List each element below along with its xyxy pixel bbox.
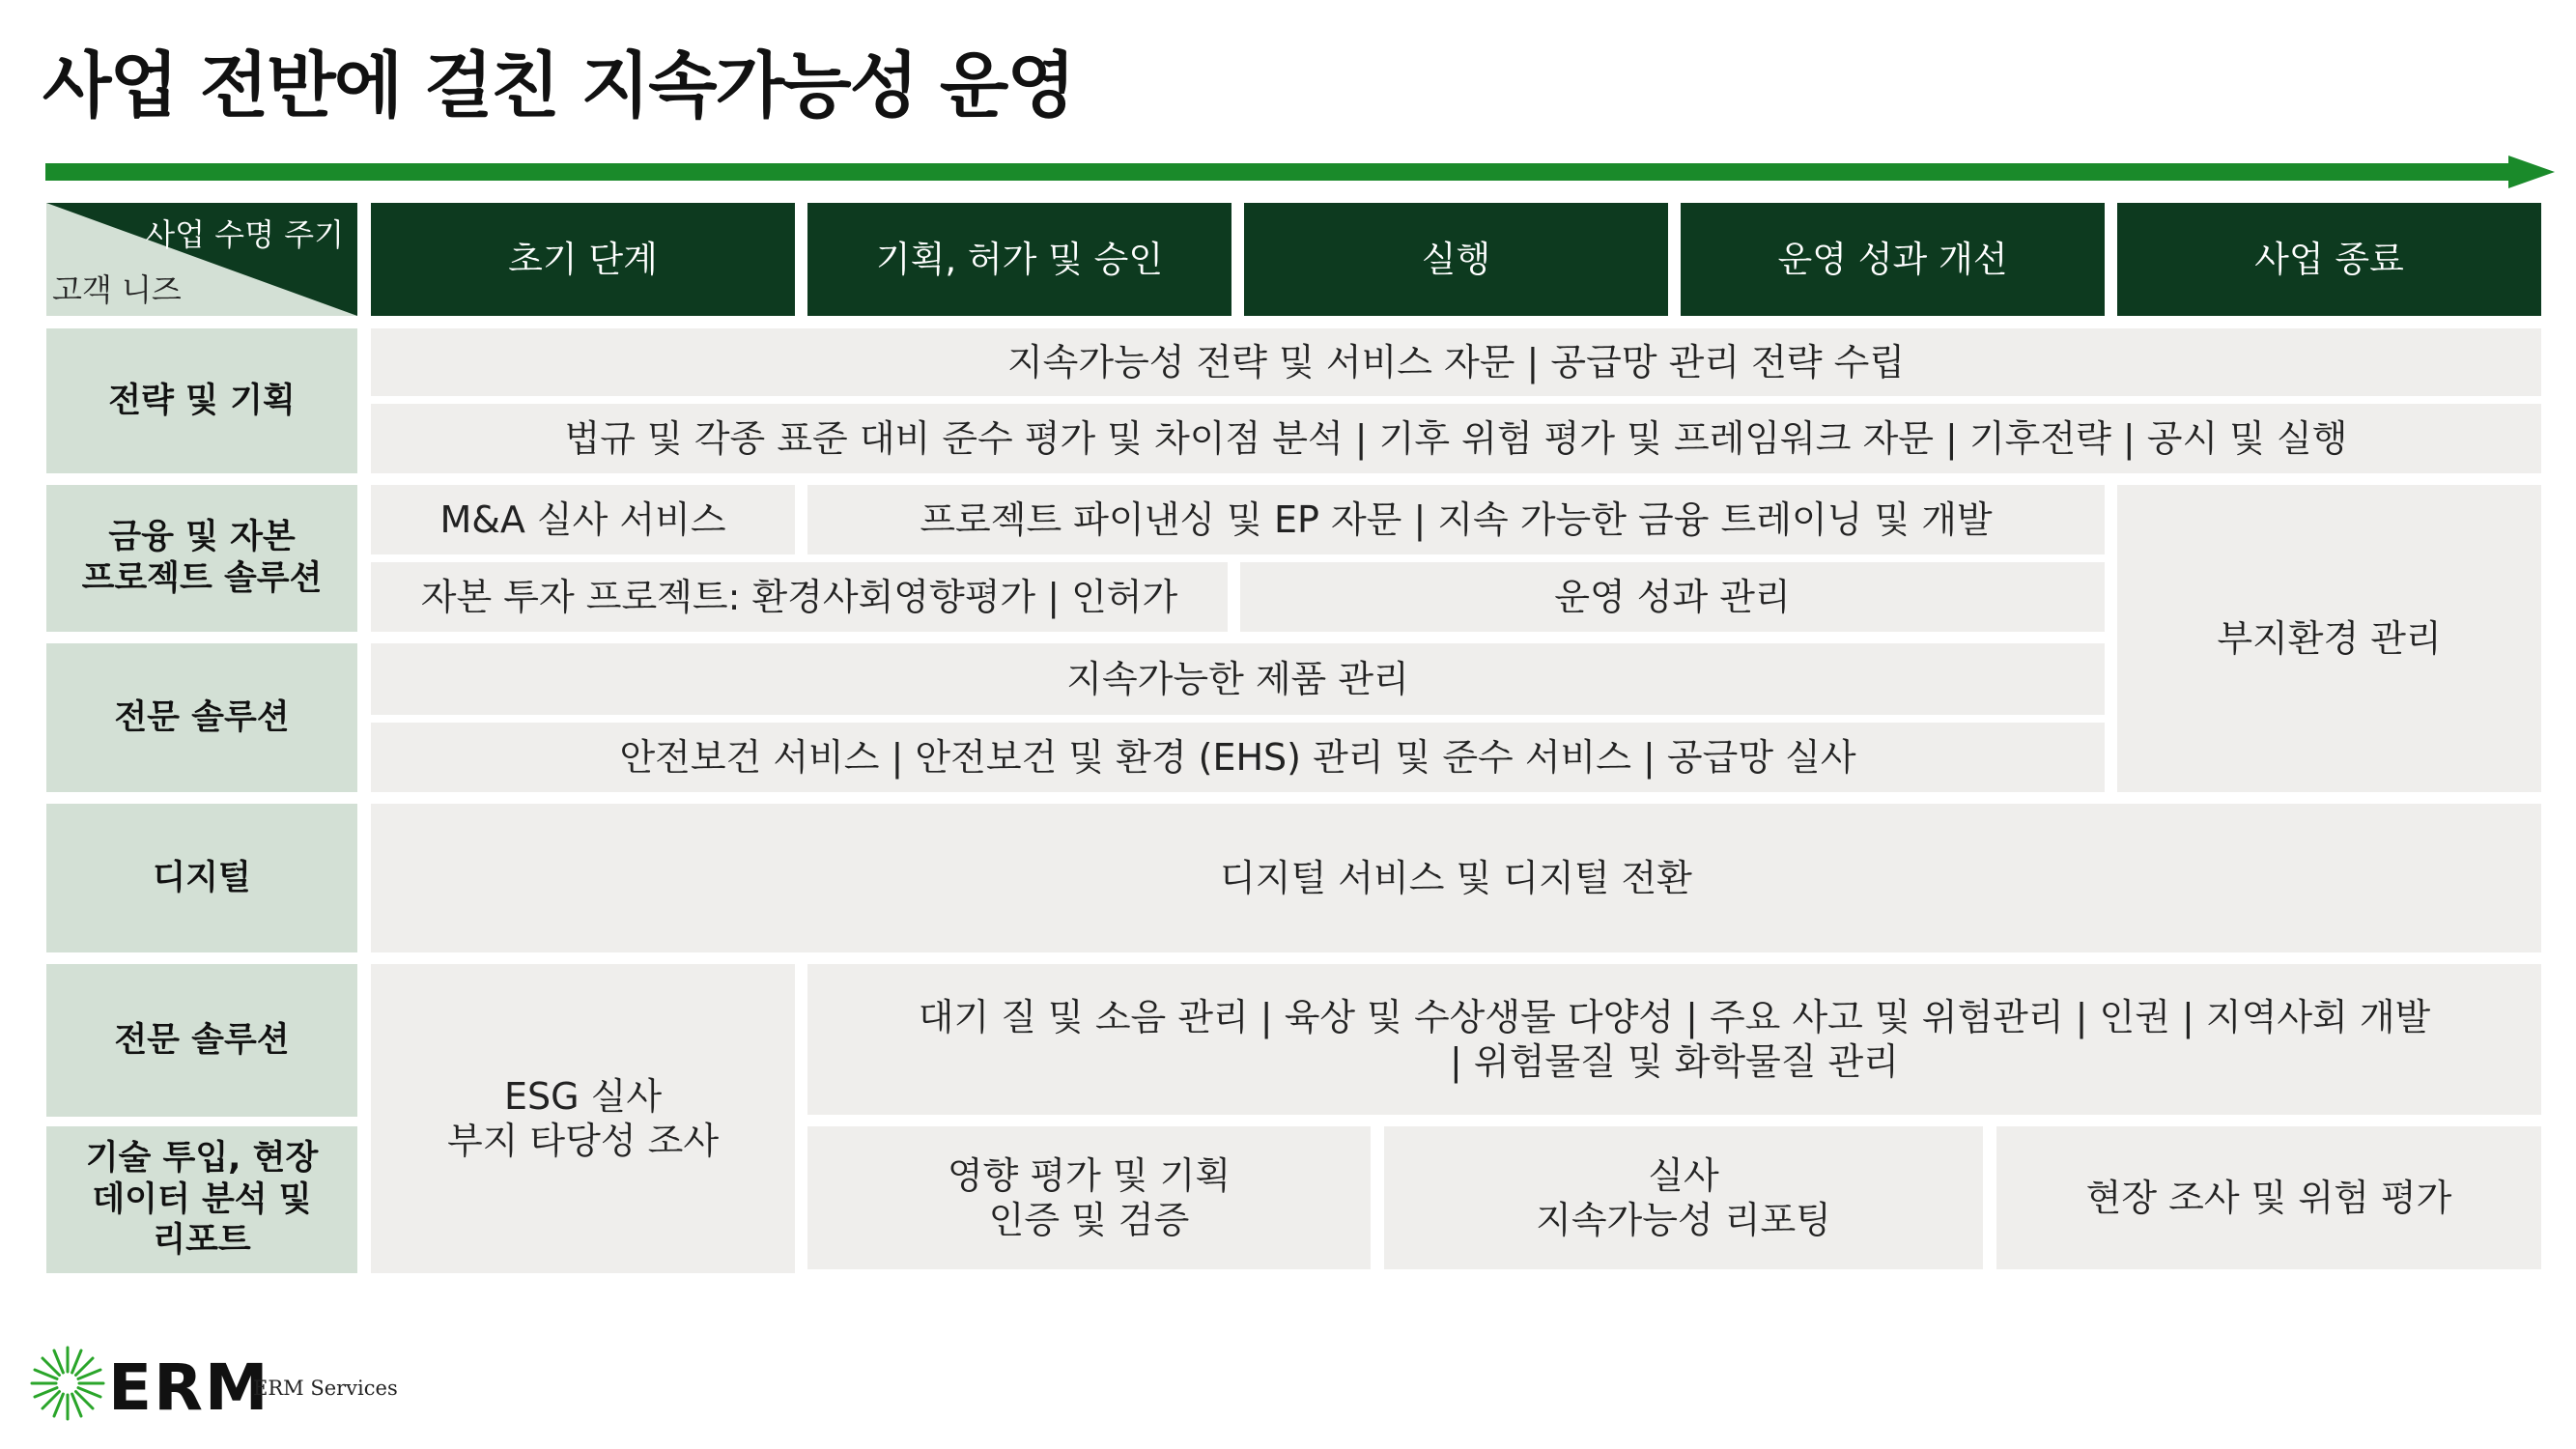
- cell-impact-assessment: 영향 평가 및 기획 인증 및 검증: [807, 1126, 1371, 1269]
- phase-header-closure: 사업 종료: [2117, 203, 2541, 316]
- phase-header-planning: 기획, 허가 및 승인: [807, 203, 1231, 316]
- cell-product-stewardship: 지속가능한 제품 관리: [371, 643, 2105, 715]
- cell-capital-project: 자본 투자 프로젝트: 환경사회영향평가 | 인허가: [371, 562, 1228, 632]
- phase-header-operations: 운영 성과 개선: [1681, 203, 2105, 316]
- cell-field-survey: 현장 조사 및 위험 평가: [1996, 1126, 2541, 1269]
- row-label-strategy: 전략 및 기획: [46, 328, 357, 473]
- cell-project-finance: 프로젝트 파이낸싱 및 EP 자문 | 지속 가능한 금융 트레이닝 및 개발: [807, 485, 2105, 554]
- row-label-expert-solutions-1: 전문 솔루션: [46, 643, 357, 792]
- cell-environmental-management: 대기 질 및 소음 관리 | 육상 및 수상생물 다양성 | 주요 사고 및 위험관리 | 인권 | 지역사회 개발 | 위험물질 및 화학물질 관리: [807, 964, 2541, 1115]
- cell-strategy-compliance: 법규 및 각종 표준 대비 준수 평가 및 차이점 분석 | 기후 위험 평가 및 프레임워크 자문 | 기후전략 | 공시 및 실행: [371, 404, 2541, 473]
- row-label-expert-solutions-2: 전문 솔루션: [46, 964, 357, 1117]
- lifecycle-axis-label: 사업 수명 주기: [145, 216, 344, 253]
- cell-site-environment: 부지환경 관리: [2117, 485, 2541, 792]
- erm-logo-text: ERM: [108, 1350, 270, 1425]
- row-label-digital: 디지털: [46, 804, 357, 952]
- cell-mna: M&A 실사 서비스: [371, 485, 795, 554]
- phase-header-execution: 실행: [1244, 203, 1668, 316]
- cell-esg: ESG 실사 부지 타당성 조사: [371, 964, 795, 1273]
- cell-strategy-advisory: 지속가능성 전략 및 서비스 자문 | 공급망 관리 전략 수립: [371, 328, 2541, 396]
- phase-header-initial: 초기 단계: [371, 203, 795, 316]
- cell-ehs: 안전보건 서비스 | 안전보건 및 환경 (EHS) 관리 및 준수 서비스 | 공급망 실사: [371, 723, 2105, 792]
- erm-services-label: ERM Services: [253, 1377, 398, 1400]
- lifecycle-arrow-head: [2508, 156, 2555, 188]
- lifecycle-arrow-line: [45, 163, 2518, 181]
- cell-reporting: 실사 지속가능성 리포팅: [1384, 1126, 1983, 1269]
- page-title: 사업 전반에 걸친 지속가능성 운영: [42, 44, 1074, 128]
- cell-operations-performance: 운영 성과 관리: [1240, 562, 2105, 632]
- client-needs-axis-label: 고객 니즈: [52, 271, 182, 308]
- row-label-finance: 금융 및 자본 프로젝트 솔루션: [46, 485, 357, 632]
- row-label-tech-data: 기술 투입, 현장 데이터 분석 및 리포트: [46, 1126, 357, 1273]
- erm-sunburst-icon: [29, 1345, 106, 1422]
- corner-header: [46, 203, 357, 316]
- cell-digital: 디지털 서비스 및 디지털 전환: [371, 804, 2541, 952]
